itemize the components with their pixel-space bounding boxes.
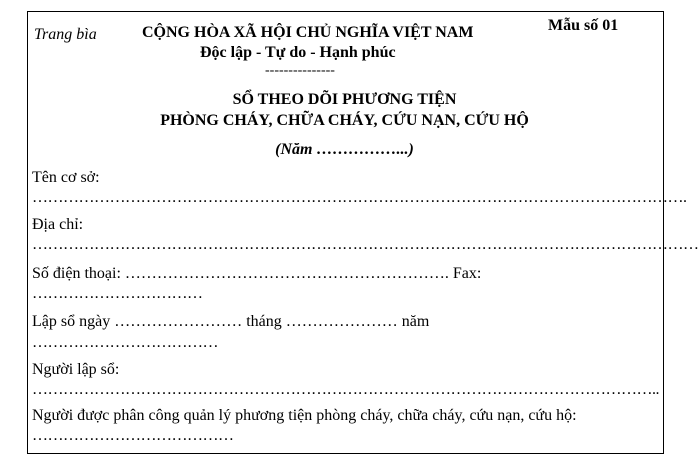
cover-label: Trang bìa [34, 26, 97, 43]
separator-line: --------------- [265, 63, 335, 78]
created-date-label: Lập sổ ngày …………………… tháng ………………… năm [32, 313, 430, 330]
facility-name-label: Tên cơ sở: [32, 169, 100, 186]
creator-label: Người lập sổ: [32, 361, 120, 378]
creator-dots: ………………………………………………………………………………………………………….. [32, 381, 659, 398]
nation-heading: CỘNG HÒA XÃ HỘI CHỦ NGHĨA VIỆT NAM [142, 24, 474, 41]
phone-fax-dots: …………………………… [32, 285, 203, 302]
created-date-dots: ……………………………… [32, 334, 218, 351]
address-label: Địa chỉ: [32, 216, 84, 233]
title-line-2: PHÒNG CHÁY, CHỮA CHÁY, CỨU NẠN, CỨU HỘ [160, 112, 529, 129]
year-line: (Năm ……………...) [275, 141, 414, 158]
address-dots: ………………………………………………………………………………………………………………… [32, 236, 699, 253]
facility-name-dots: ………………………………………………………………………………………………………………. [32, 189, 687, 206]
manager-label: Người được phân công quản lý phương tiện phòng cháy, chữa cháy, cứu nạn, cứu hộ: [32, 407, 577, 424]
manager-dots: ………………………………… [32, 427, 234, 444]
motto: Độc lập - Tự do - Hạnh phúc [200, 44, 396, 61]
form-number: Mẫu số 01 [548, 17, 619, 34]
phone-fax-label: Số điện thoại: ……………………………………………………. Fax: [32, 265, 482, 282]
title-line-1: SỔ THEO DÕI PHƯƠNG TIỆN [232, 91, 457, 108]
